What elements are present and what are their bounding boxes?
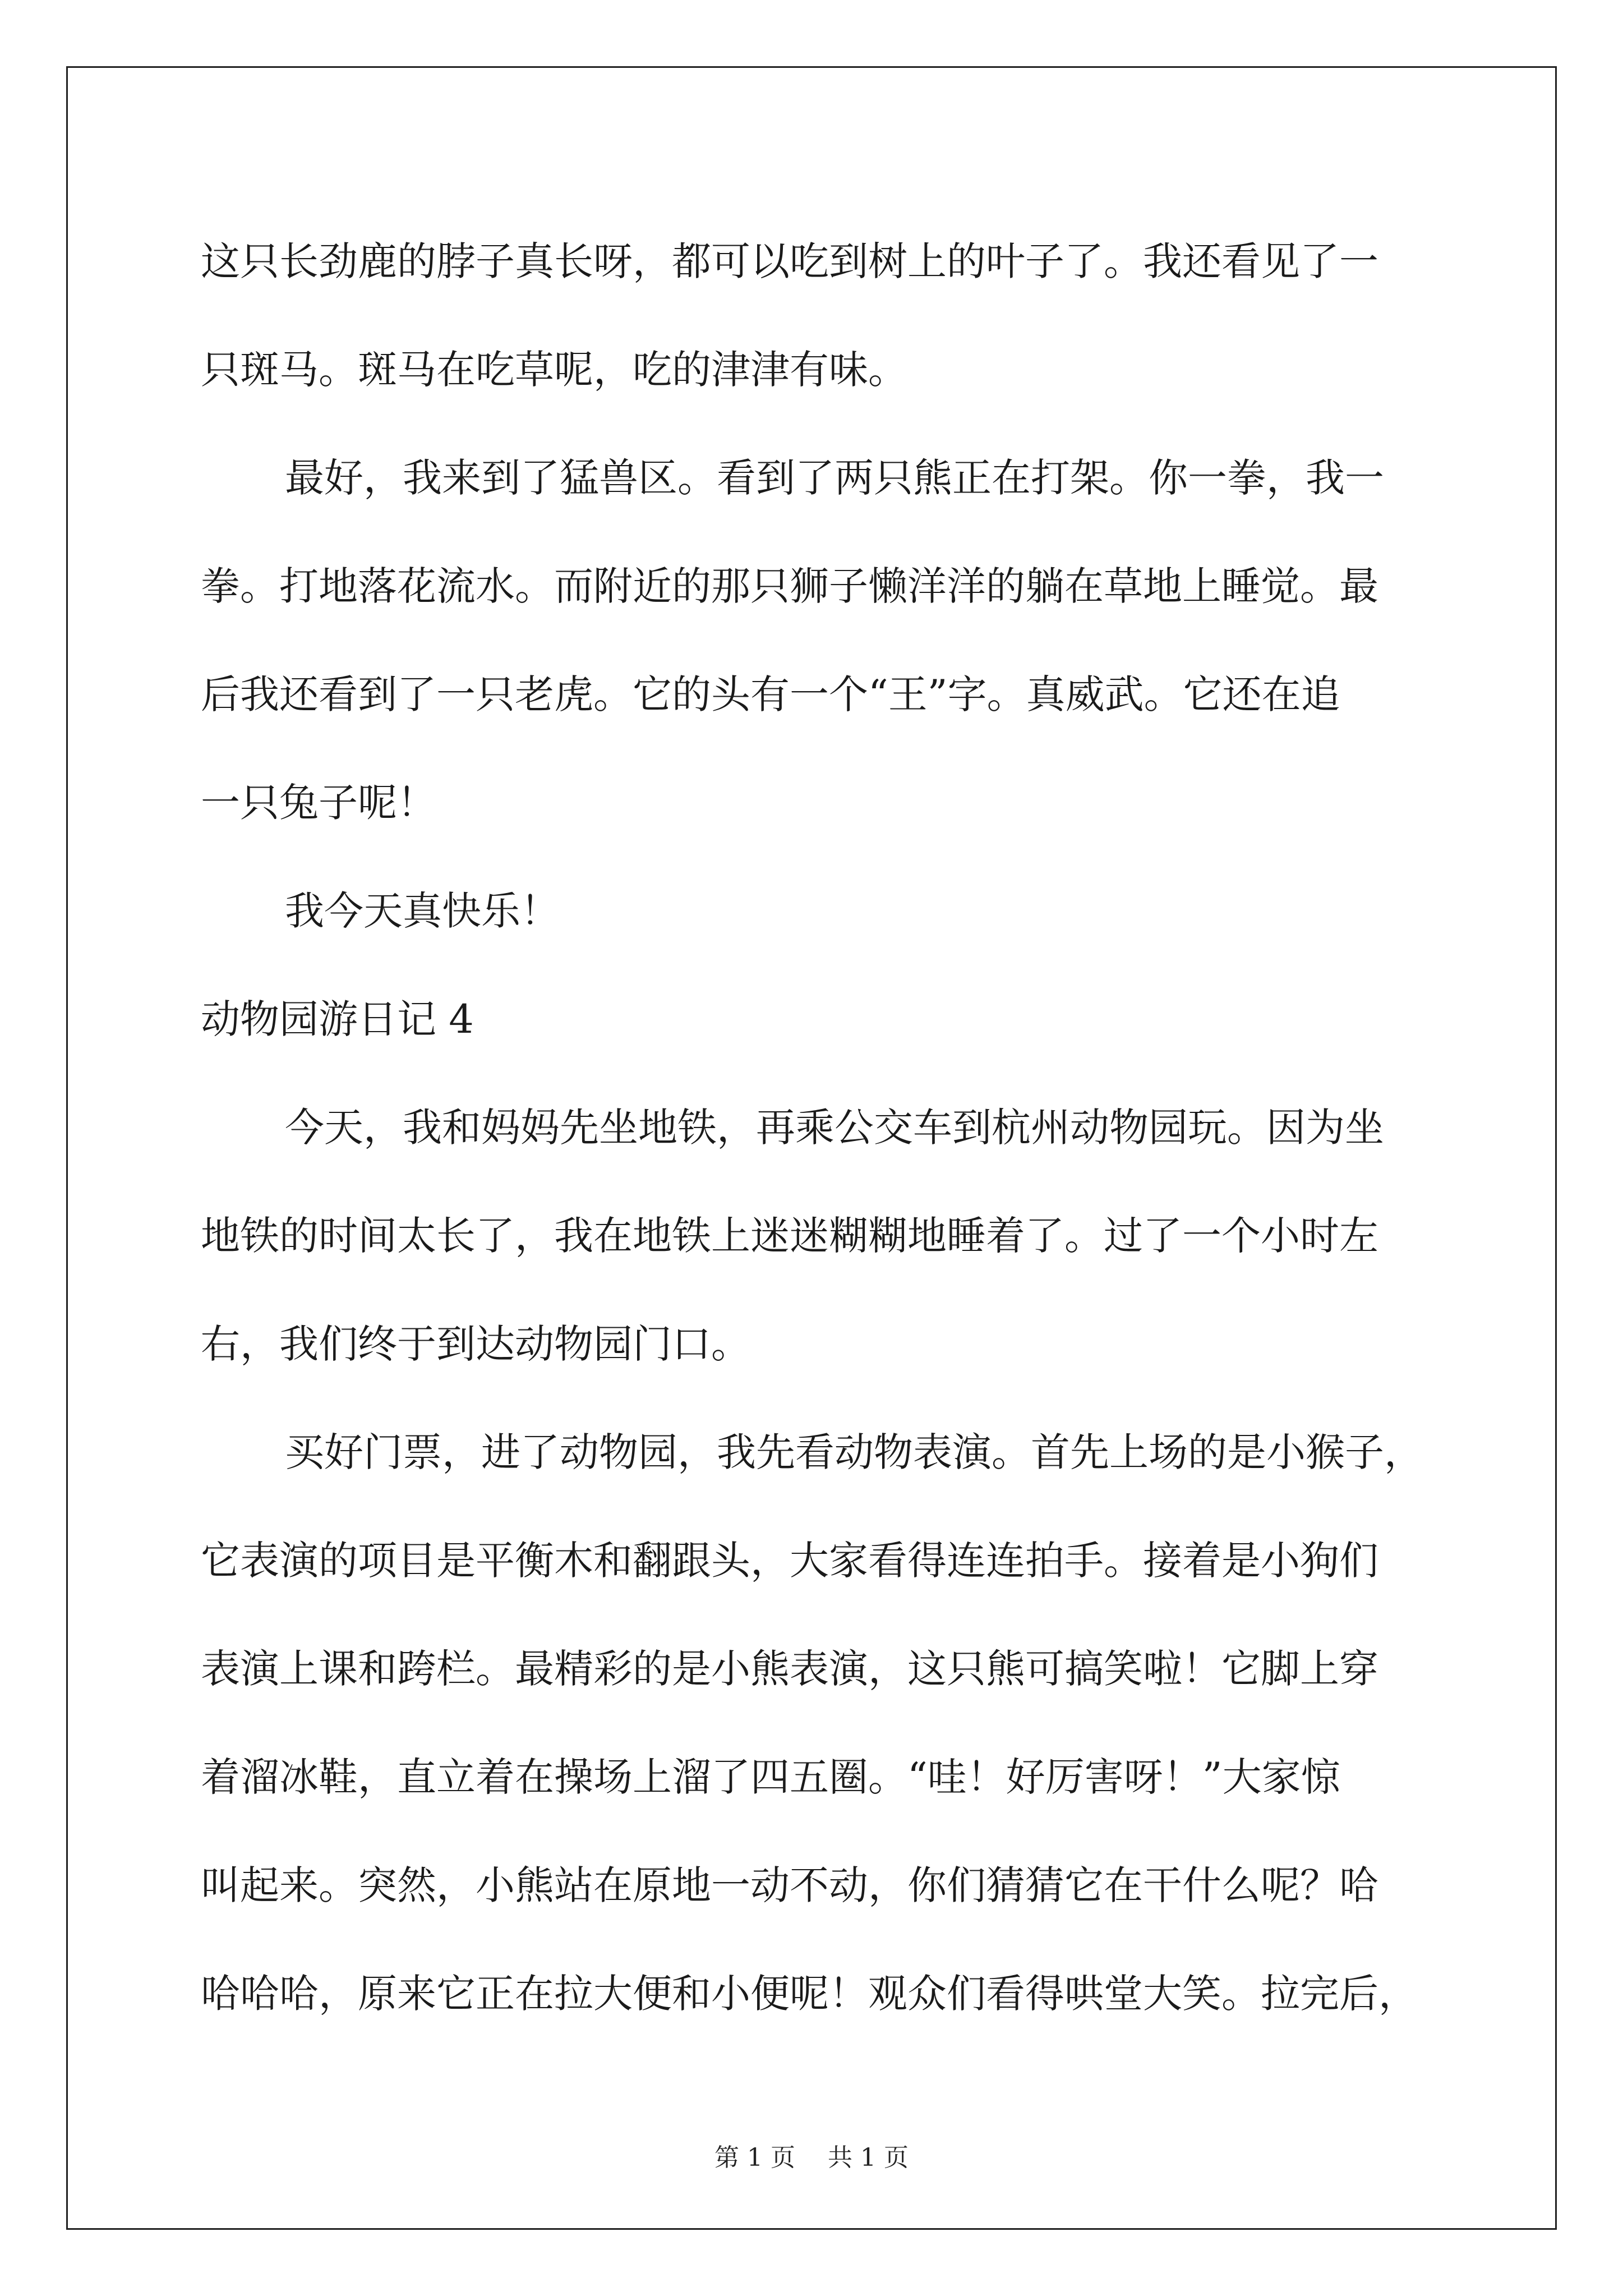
- paragraph-start-line: 今天，我和妈妈先坐地铁，再乘公交车到杭州动物园玩。因为坐: [285, 1105, 1384, 1151]
- text-line: 它表演的项目是平衡木和翻跟头，大家看得连连拍手。接着是小狗们: [201, 1538, 1378, 1584]
- text-line: 表演上课和跨栏。最精彩的是小熊表演，这只熊可搞笑啦！它脚上穿: [201, 1646, 1378, 1692]
- page-footer: [0, 2137, 1623, 2173]
- page-number: 第 1 页: [714, 2143, 795, 2172]
- text-line: 一只兔子呢！: [201, 780, 436, 826]
- text-line: 右，我们终于到达动物园门口。: [201, 1321, 750, 1367]
- text-line: 只斑马。斑马在吃草呢，吃的津津有味。: [201, 347, 907, 393]
- text-line: 哈哈哈，原来它正在拉大便和小便呢！观众们看得哄堂大笑。拉完后，: [201, 1971, 1418, 2017]
- paragraph-start-line: 我今天真快乐！: [285, 888, 560, 934]
- text-line: 地铁的时间太长了，我在地铁上迷迷糊糊地睡着了。过了一个小时左: [201, 1213, 1378, 1259]
- text-line: 着溜冰鞋，直立着在操场上溜了四五圈。“哇！好厉害呀！”大家惊: [201, 1754, 1340, 1800]
- section-title: 动物园游日记 4: [201, 996, 474, 1042]
- text-line: 叫起来。突然，小熊站在原地一动不动，你们猜猜它在干什么呢？哈: [201, 1862, 1378, 1908]
- page-total: 共 1 页: [828, 2143, 909, 2172]
- document-body: [201, 208, 1429, 2048]
- paragraph-start-line: 最好，我来到了猛兽区。看到了两只熊正在打架。你一拳，我一: [285, 455, 1384, 501]
- paragraph-start-line: 买好门票，进了动物园，我先看动物表演。首先上场的是小猴子，: [285, 1429, 1423, 1475]
- text-line: 这只长劲鹿的脖子真长呀，都可以吃到树上的叶子了。我还看见了一: [201, 238, 1378, 284]
- text-line: 拳。打地落花流水。而附近的那只狮子懒洋洋的躺在草地上睡觉。最: [201, 563, 1378, 609]
- text-line: 后我还看到了一只老虎。它的头有一个“王”字。真威武。它还在追: [201, 671, 1340, 717]
